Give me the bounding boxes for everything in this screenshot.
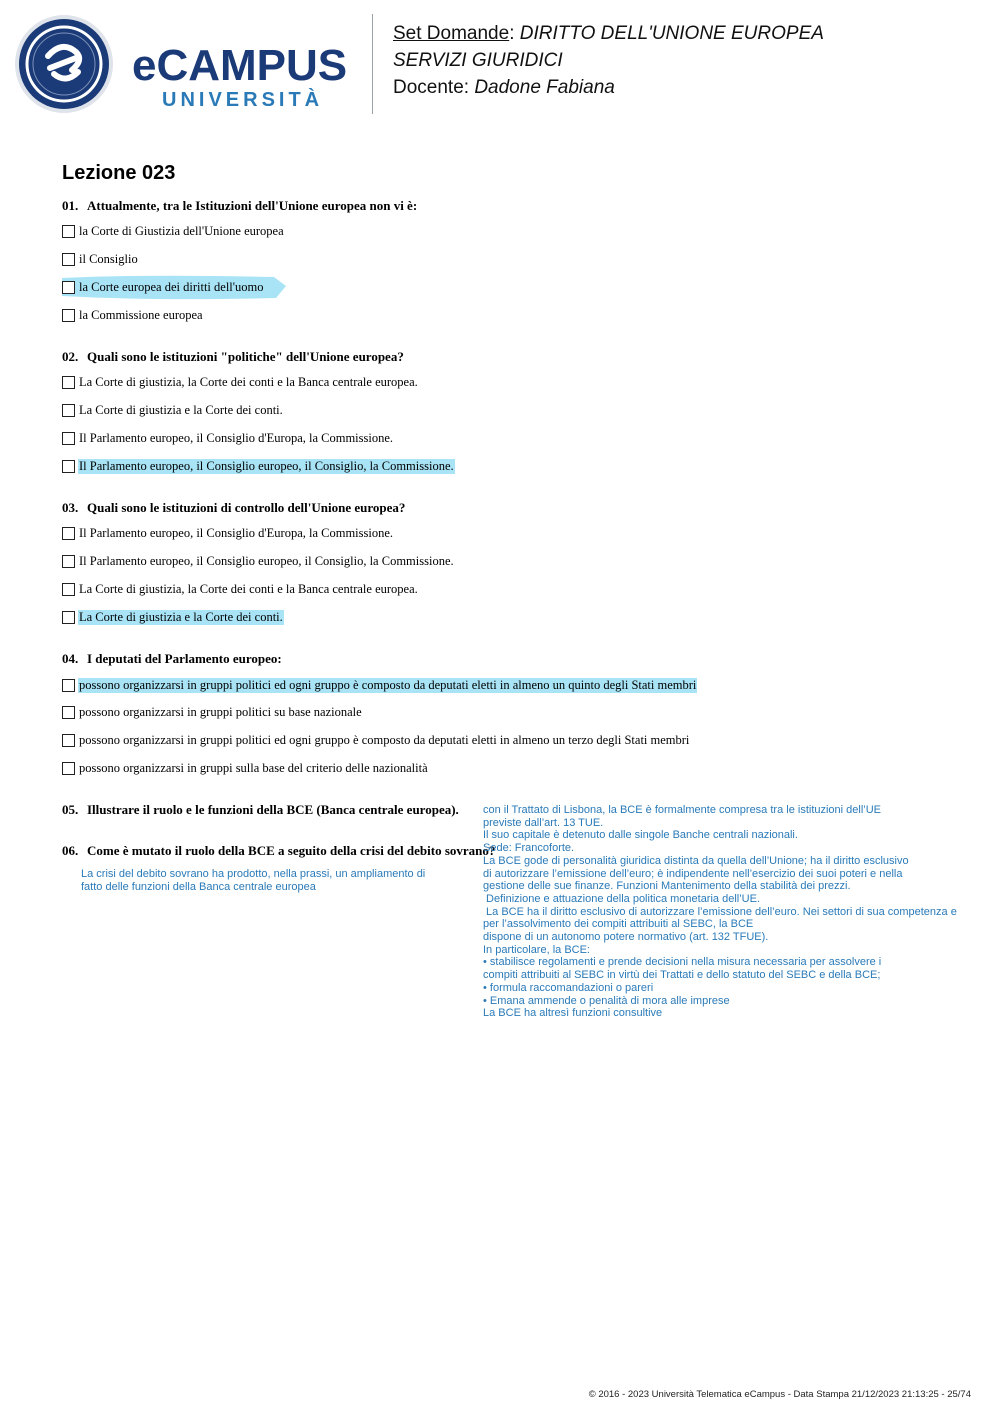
checkbox[interactable] (62, 583, 75, 596)
option-03-c[interactable]: La Corte di giustizia, la Corte dei conti e la Banca centrale europea. (62, 581, 419, 598)
header-info: Set Domande: DIRITTO DELL'UNIONE EUROPEA SERVIZI GIURIDICI Docente: Dadone Fabiana (393, 23, 824, 98)
page-footer: © 2016 - 2023 Università Telematica eCampus - Data Stampa 21/12/2023 21:13:25 - 25/74 (588, 1389, 971, 1400)
question-06: 06. Come è mutato il ruolo della BCE a seguito della crisi del debito sovrano? (62, 843, 496, 858)
course-title-line1: DIRITTO DELL'UNIONE EUROPEA (519, 23, 824, 44)
question-01: 01. Attualmente, tra le Istituzioni dell'Unione europea non vi è: (62, 198, 418, 213)
option-02-b[interactable]: La Corte di giustizia e la Corte dei conti. (62, 402, 284, 419)
option-02-c[interactable]: Il Parlamento europeo, il Consiglio d'Europa, la Commissione. (62, 430, 394, 447)
question-05: 05. Illustrare il ruolo e le funzioni della BCE (Banca centrale europea). (62, 802, 459, 817)
lesson-title: Lezione 023 (62, 162, 176, 184)
checkbox[interactable] (62, 460, 75, 473)
option-04-b[interactable]: possono organizzarsi in gruppi politici su base nazionale (62, 704, 363, 721)
logo-brand-text: eCAMPUS (132, 41, 348, 90)
checkbox[interactable] (62, 376, 75, 389)
checkbox[interactable] (62, 281, 75, 294)
checkbox[interactable] (62, 611, 75, 624)
question-02: 02. Quali sono le istituzioni "politiche" dell'Unione europea? (62, 349, 404, 364)
checkbox[interactable] (62, 762, 75, 775)
option-01-a[interactable]: la Corte di Giustizia dell'Unione europea (62, 223, 285, 240)
checkbox[interactable] (62, 527, 75, 540)
checkbox[interactable] (62, 555, 75, 568)
option-04-d[interactable]: possono organizzarsi in gruppi sulla base del criterio delle nazionalità (62, 760, 429, 777)
question-04: 04. I deputati del Parlamento europeo: (62, 651, 282, 666)
option-02-a[interactable]: La Corte di giustizia, la Corte dei conti e la Banca centrale europea. (62, 374, 419, 391)
option-01-c[interactable]: la Corte europea dei diritti dell'uomo (62, 279, 265, 296)
option-01-d[interactable]: la Commissione europea (62, 307, 204, 324)
checkbox[interactable] (62, 706, 75, 719)
teacher-name: Dadone Fabiana (474, 77, 615, 98)
checkbox[interactable] (62, 432, 75, 445)
teacher-label: Docente: (393, 77, 470, 98)
option-02-d[interactable]: Il Parlamento europeo, il Consiglio europeo, il Consiglio, la Commissione. (62, 458, 455, 475)
ecampus-logo (14, 14, 359, 114)
checkbox[interactable] (62, 734, 75, 747)
checkbox[interactable] (62, 253, 75, 266)
option-01-b[interactable]: il Consiglio (62, 251, 139, 268)
answer-06-text: La crisi del debito sovrano ha prodotto, nella prassi, un ampliamento di fatto delle funzioni della Banca centrale europea (81, 868, 426, 893)
option-04-a[interactable]: possono organizzarsi in gruppi politici ed ogni gruppo è composto da deputati eletti in almeno un quinto degli Stati membri (62, 677, 697, 694)
answer-05-text: con il Trattato di Lisbona, la BCE è formalmente compresa tra le istituzioni dell’UE previste dall’art. 13 TUE. Il suo capitale è detenuto dalle singole Banche centrali nazionali. Sede: Francoforte. La BCE gode di personalità giuridica distinta da quella dell’Unione; ha il diritto esclusivo di autorizzare l’emissione dell’euro; è indipendente nell’esercizio dei suoi poteri e nella gestione delle sue finanze. Funzioni Mantenimento della stabilità dei prezzi. Definizione e attuazione della politica monetaria dell’UE. La BCE ha il diritto esclusivo di autorizzare l’emissione dell’euro. Nei settori di sua competenza e per l’assolvimento dei compiti attribuiti al SEBC, la BCE dispone di un autonomo potere normativo (art. 132 TFUE). In particolare, la BCE: • stabilisce regolamenti e prende decisioni nella misura necessaria per assolvere i compiti attribuiti al SEBC in virtù dei Trattati e dello statuto del SEBC e della BCE; • formula raccomandazioni o pareri • Emana ammende o penalità di mora alle imprese La BCE ha altresì funzioni consultive (483, 804, 957, 1020)
checkbox[interactable] (62, 309, 75, 322)
checkbox[interactable] (62, 404, 75, 417)
logo-sub-text: UNIVERSITÀ (162, 89, 324, 111)
option-04-c[interactable]: possono organizzarsi in gruppi politici ed ogni gruppo è composto da deputati eletti in almeno un terzo degli Stati membri (62, 732, 690, 749)
option-03-a[interactable]: Il Parlamento europeo, il Consiglio d'Europa, la Commissione. (62, 525, 394, 542)
set-label: Set Domande (393, 23, 510, 44)
option-03-b[interactable]: Il Parlamento europeo, il Consiglio europeo, il Consiglio, la Commissione. (62, 553, 455, 570)
course-title-line2: SERVIZI GIURIDICI (393, 50, 563, 71)
option-03-d[interactable]: La Corte di giustizia e la Corte dei conti. (62, 609, 284, 626)
question-03: 03. Quali sono le istituzioni di controllo dell'Unione europea? (62, 500, 406, 515)
header-divider (372, 14, 373, 114)
checkbox[interactable] (62, 679, 75, 692)
checkbox[interactable] (62, 225, 75, 238)
